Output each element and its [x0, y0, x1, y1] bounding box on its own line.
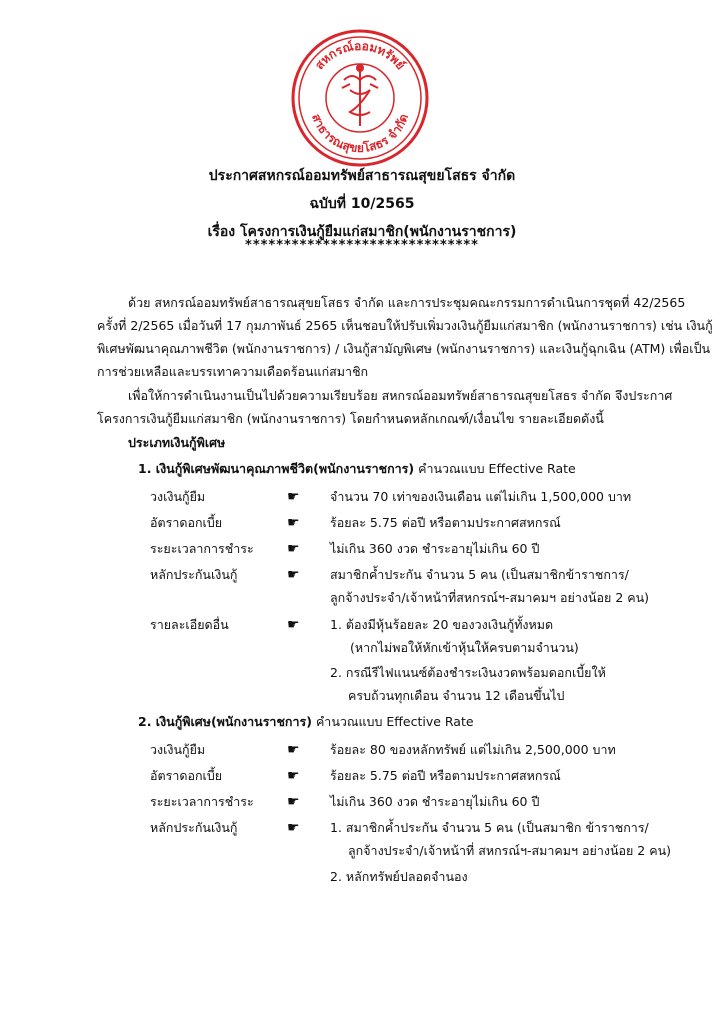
loan2-value-collateral: ลูกจ้างประจำ/เจ้าหน้าที่ สหกรณ์ฯ-สมาคมฯ อย่างน้อย 2 คน) [348, 843, 671, 858]
loan2-value-collateral: 2. หลักทรัพย์ปลอดจำนอง [330, 869, 468, 884]
hand-pointer-icon: ☛ [287, 768, 300, 784]
document-header [0, 162, 724, 246]
loan1-value-other: 2. กรณีรีไฟแนนซ์ต้องชำระเงินงวดพร้อมดอกเบี้ยให้ [330, 665, 606, 680]
loan2-value-term: ไม่เกิน 360 งวด ชำระอายุไม่เกิน 60 ปี [330, 794, 540, 809]
loan1-label-other: รายละเอียดอื่น [150, 617, 229, 632]
loan2-value-rate: ร้อยละ 5.75 ต่อปี หรือตามประกาศสหกรณ์ [330, 768, 561, 783]
intro-p2-line: โครงการเงินกู้ยืมแก่สมาชิก (พนักงานราชการ) โดยกำหนดหลักเกณฑ์/เงื่อนไข รายละเอียดดังนี้ [97, 411, 604, 426]
hand-pointer-icon: ☛ [287, 541, 300, 557]
hand-pointer-icon: ☛ [287, 515, 300, 531]
document-subject: เรื่อง โครงการเงินกู้ยืมแก่สมาชิก(พนักงานราชการ) [207, 224, 517, 240]
caduceus-icon [342, 65, 378, 126]
hand-pointer-icon: ☛ [287, 617, 300, 633]
loan2-calc: คำนวณแบบ Effective Rate [315, 714, 474, 729]
section-title: ประเภทเงินกู้พิเศษ [128, 435, 226, 450]
loan1-value-collateral: สมาชิกค้ำประกัน จำนวน 5 คน (เป็นสมาชิกข้าราชการ/ [330, 567, 629, 582]
loan1-value-rate: ร้อยละ 5.75 ต่อปี หรือตามประกาศสหกรณ์ [330, 515, 561, 530]
loan1-heading [138, 458, 576, 480]
intro-p2-line: เพื่อให้การดำเนินงานเป็นไปด้วยความเรียบร้อย สหกรณ์ออมทรัพย์สาธารณสุขยโสธร จำกัด จึงประกาศ [128, 388, 673, 403]
loan1-value-limit: จำนวน 70 เท่าของเงินเดือน แต่ไม่เกิน 1,500,000 บาท [330, 489, 632, 504]
loan1-value-other: (หากไม่พอให้หักเข้าหุ้นให้ครบตามจำนวน) [350, 640, 579, 655]
loan1-label-collateral: หลักประกันเงินกู้ [150, 567, 238, 582]
loan1-label-rate: อัตราดอกเบี้ย [150, 515, 223, 530]
hand-pointer-icon: ☛ [287, 567, 300, 583]
intro-p1-line: พิเศษพัฒนาคุณภาพชีวิต (พนักงานราชการ) / เงินกู้สามัญพิเศษ (พนักงานราชการ) และเงินกู้ฉุกเฉิน (ATM) เพื่อเป็น [97, 341, 711, 356]
hand-pointer-icon: ☛ [287, 489, 300, 505]
intro-p1-line: การช่วยเหลือและบรรเทาความเดือดร้อนแก่สมาชิก [97, 364, 369, 379]
separator: ****************************** [245, 238, 479, 253]
svg-text:สาธารณสุขยโสธร จำกัด: สาธารณสุขยโสธร จำกัด [308, 111, 412, 156]
loan1-value-other: ครบถ้วนทุกเดือน จำนวน 12 เดือนขึ้นไป [348, 688, 565, 703]
document-number: ฉบับที่ 10/2565 [309, 196, 415, 212]
loan1-value-term: ไม่เกิน 360 งวด ชำระอายุไม่เกิน 60 ปี [330, 541, 540, 556]
document-title: ประกาศสหกรณ์ออมทรัพย์สาธารณสุขยโสธร จำกัด [208, 168, 516, 184]
hand-pointer-icon: ☛ [287, 794, 300, 810]
svg-text:สหกรณ์ออมทรัพย์: สหกรณ์ออมทรัพย์ [312, 38, 408, 73]
loan2-label-term: ระยะเวลาการชำระ [150, 794, 254, 809]
hand-pointer-icon: ☛ [287, 820, 300, 836]
loan2-label-collateral: หลักประกันเงินกู้ [150, 820, 238, 835]
loan1-label-term: ระยะเวลาการชำระ [150, 541, 254, 556]
cooperative-seal [290, 28, 430, 168]
loan1-value-other: 1. ต้องมีหุ้นร้อยละ 20 ของวงเงินกู้ทั้งหมด [330, 617, 554, 632]
hand-pointer-icon: ☛ [287, 742, 300, 758]
loan1-calc: คำนวณแบบ Effective Rate [418, 461, 576, 476]
loan1-value-collateral: ลูกจ้างประจำ/เจ้าหน้าที่สหกรณ์ฯ-สมาคมฯ อย่างน้อย 2 คน) [330, 590, 650, 605]
intro-p1-line: ด้วย สหกรณ์ออมทรัพย์สาธารณสุขยโสธร จำกัด และการประชุมคณะกรรมการดำเนินการชุดที่ 42/2565 [128, 295, 686, 310]
loan2-heading [138, 711, 474, 733]
intro-p1-line: ครั้งที่ 2/2565 เมื่อวันที่ 17 กุมภาพันธ์ 2565 เห็นชอบให้ปรับเพิ่มวงเงินกู้ยืมแก่สมาชิก (พนักงานราชการ) เช่น เงินกู้ [97, 318, 713, 333]
loan2-label-limit: วงเงินกู้ยืม [150, 742, 206, 757]
loan2-label-rate: อัตราดอกเบี้ย [150, 768, 223, 783]
loan2-value-limit: ร้อยละ 80 ของหลักทรัพย์ แต่ไม่เกิน 2,500,000 บาท [330, 742, 616, 757]
loan1-title: 1. เงินกู้พิเศษพัฒนาคุณภาพชีวิต(พนักงานราชการ) [138, 461, 415, 476]
loan1-label-limit: วงเงินกู้ยืม [150, 489, 206, 504]
loan2-value-collateral: 1. สมาชิกค้ำประกัน จำนวน 5 คน (เป็นสมาชิก ข้าราชการ/ [330, 820, 649, 835]
loan2-title: 2. เงินกู้พิเศษ(พนักงานราชการ) [138, 714, 312, 729]
